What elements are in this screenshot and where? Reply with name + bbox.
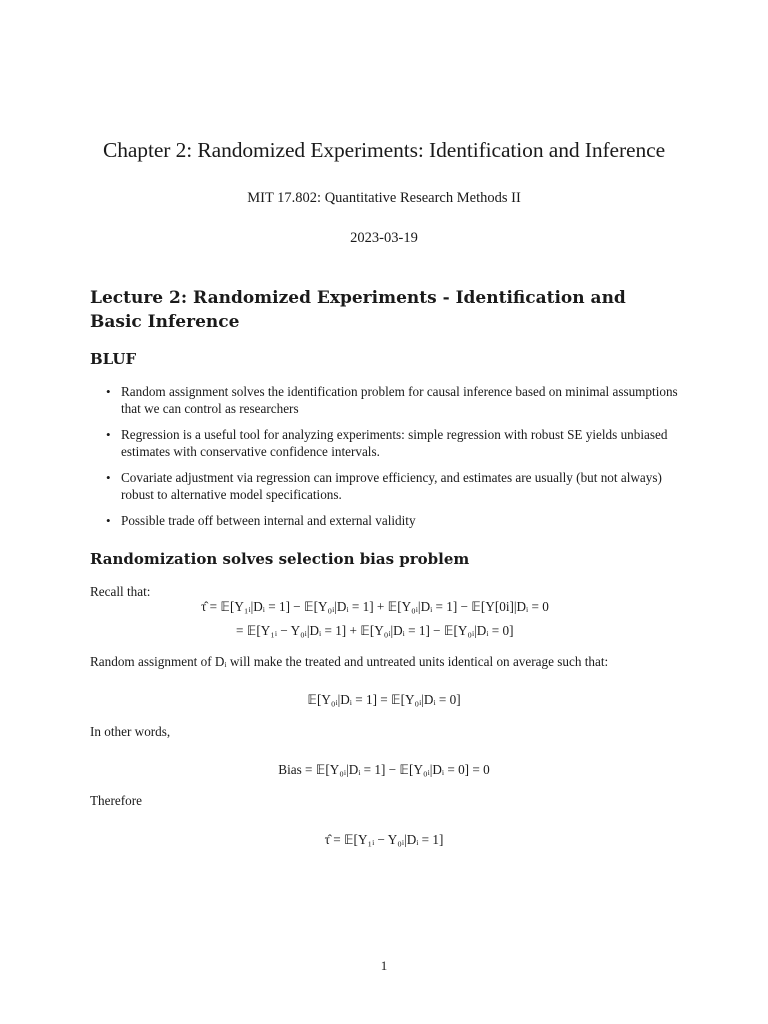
document-title: Chapter 2: Randomized Experiments: Identification and Inference: [102, 138, 666, 162]
list-item: [90, 383, 680, 417]
page-number: 1: [380, 958, 388, 973]
bullet-icon: •: [106, 470, 111, 485]
equation-1-line-1: τ̂ = 𝔼[Y₁ᵢ|Dᵢ = 1] − 𝔼[Y₀ᵢ|Dᵢ = 1] + 𝔼[Y₀ᵢ|Dᵢ = 1] − 𝔼[Y[0i]|Dᵢ = 0: [201, 599, 549, 614]
bluf-list: [90, 383, 680, 538]
in-other-words-text: In other words,: [90, 724, 171, 739]
list-item: [90, 469, 680, 503]
section-heading: Randomization solves selection bias problem: [90, 550, 470, 568]
list-item-text: Random assignment solves the identification problem for causal inference based on minimal assumptions that we can control as researchers: [121, 384, 678, 416]
bullet-icon: •: [106, 513, 111, 528]
document-date: 2023-03-19: [350, 230, 418, 246]
bullet-icon: •: [106, 427, 111, 442]
equation-3: Bias = 𝔼[Y₀ᵢ|Dᵢ = 1] − 𝔼[Y₀ᵢ|Dᵢ = 0] = 0: [278, 762, 490, 777]
recall-text: Recall that:: [90, 584, 151, 599]
equation-1-line-2: = 𝔼[Y₁ᵢ − Y₀ᵢ|Dᵢ = 1] + 𝔼[Y₀ᵢ|Dᵢ = 1] − 𝔼[Y₀ᵢ|Dᵢ = 0]: [236, 623, 514, 638]
list-item: [90, 426, 680, 460]
random-assignment-text: Random assignment of Dᵢ will make the treated and untreated units identical on average such that:: [90, 654, 609, 669]
bluf-heading: BLUF: [90, 350, 137, 368]
equation-4: τ̂ = 𝔼[Y₁ᵢ − Y₀ᵢ|Dᵢ = 1]: [324, 832, 444, 847]
list-item: [90, 512, 680, 529]
document-subtitle: MIT 17.802: Quantitative Research Methods II: [247, 190, 521, 206]
list-item-text: Regression is a useful tool for analyzing experiments: simple regression with robust SE yields unbiased estimates with conservative confidence intervals.: [121, 427, 668, 459]
list-item-text: Possible trade off between internal and external validity: [121, 513, 416, 528]
lecture-heading: Lecture 2: Randomized Experiments - Identification and Basic Inference: [90, 288, 626, 332]
equation-2: 𝔼[Y₀ᵢ|Dᵢ = 1] = 𝔼[Y₀ᵢ|Dᵢ = 0]: [307, 692, 461, 707]
bullet-icon: •: [106, 384, 111, 399]
list-item-text: Covariate adjustment via regression can improve efficiency, and estimates are usually (but not always) robust to alternative model specifications.: [121, 470, 662, 502]
therefore-text: Therefore: [90, 793, 142, 808]
